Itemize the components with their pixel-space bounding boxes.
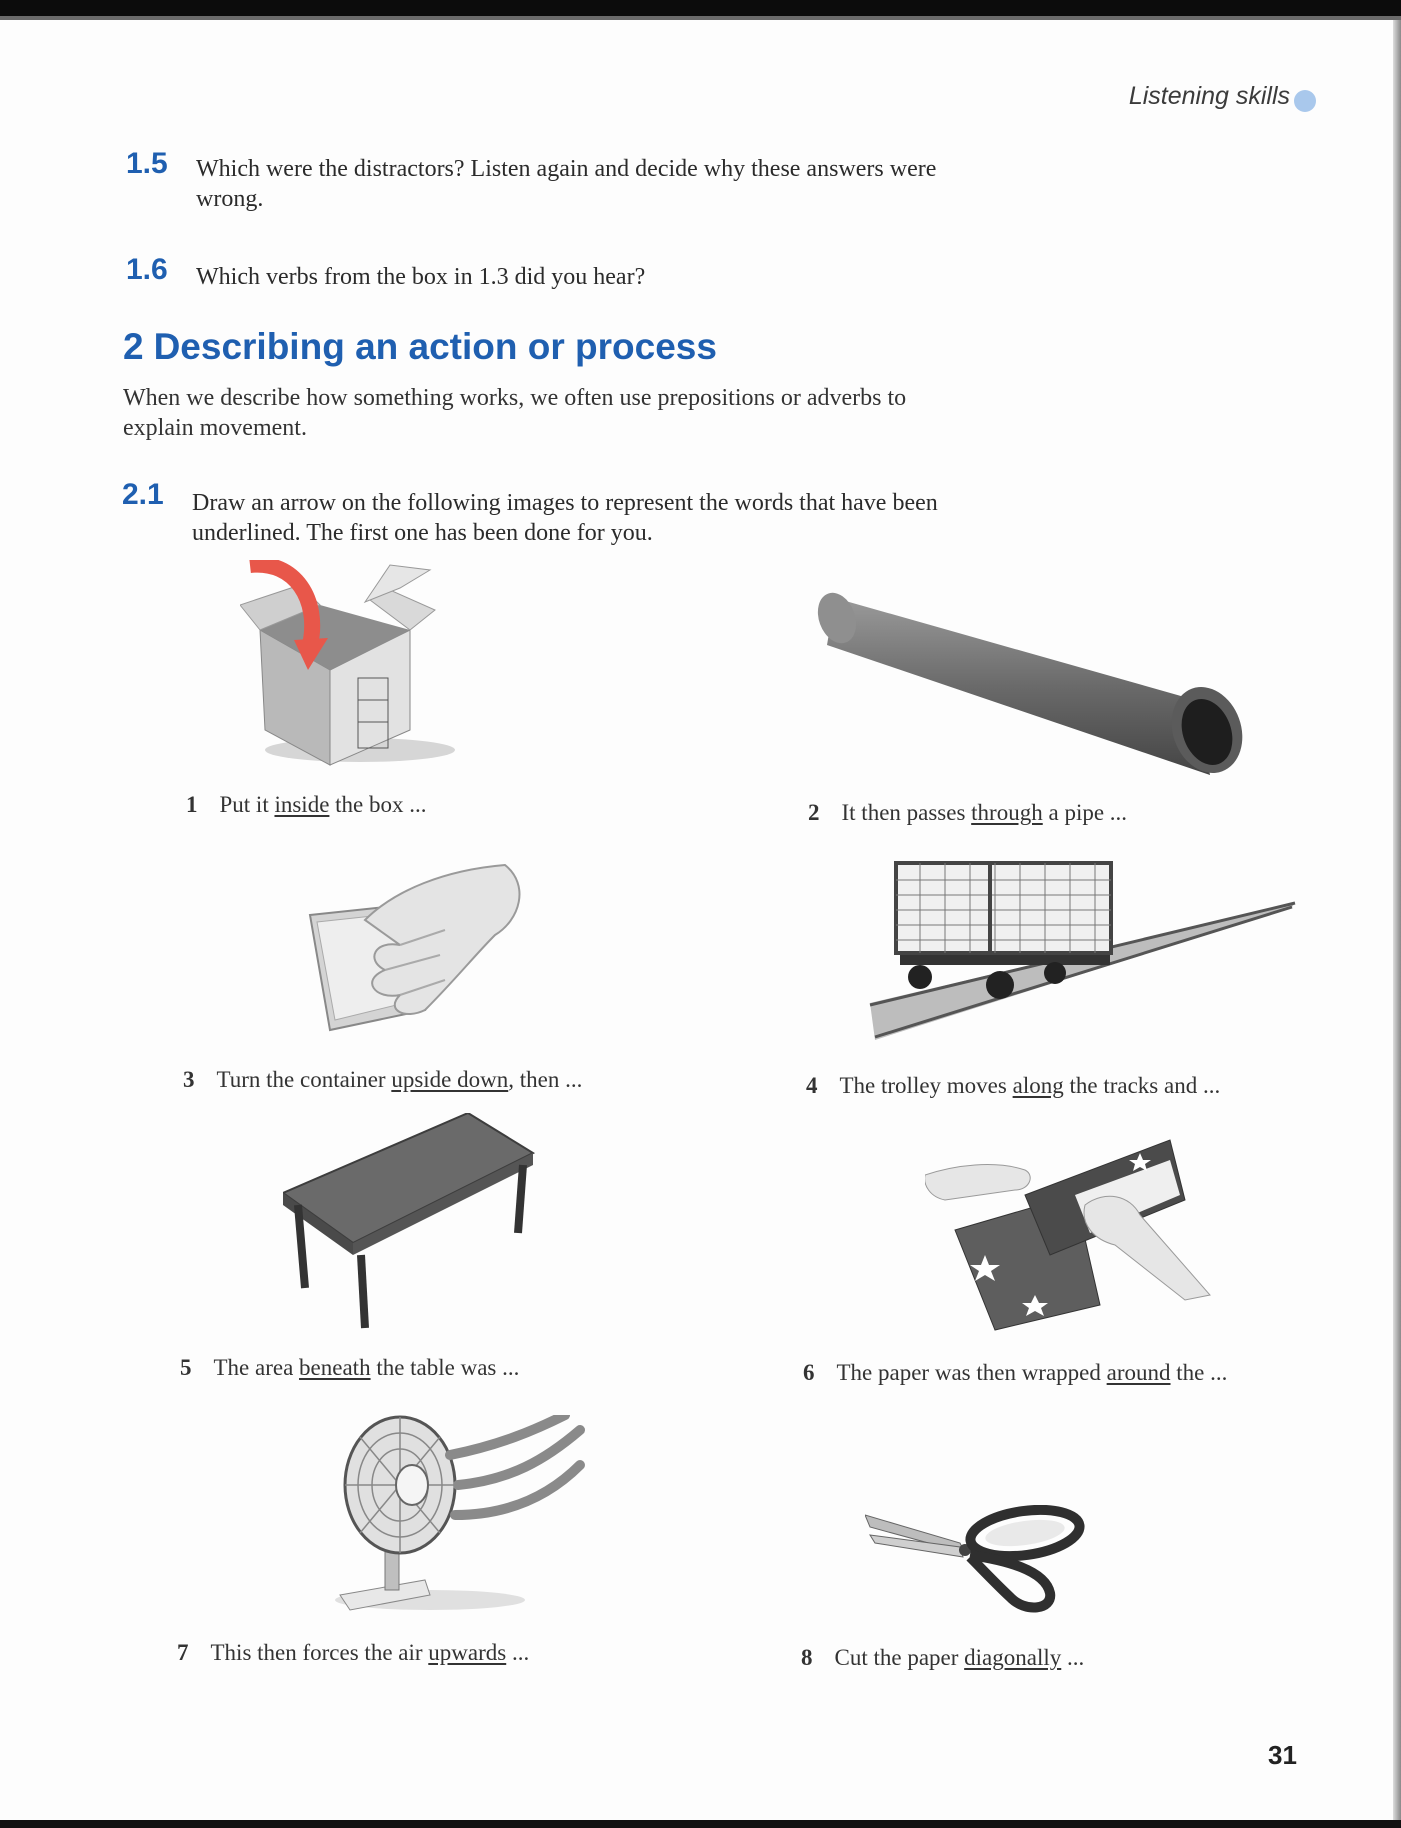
caption-text-after: ... xyxy=(1061,1645,1085,1670)
caption-text-after: the ... xyxy=(1170,1360,1228,1385)
item-number: 6 xyxy=(803,1360,815,1385)
task-instructions: Draw an arrow on the following images to represent the words that have been underlined. The first one has been done for you. xyxy=(192,490,938,546)
underlined-word: through xyxy=(971,800,1043,825)
item-number: 2 xyxy=(808,800,820,825)
top-grey-band xyxy=(0,16,1401,20)
hand-turning-container-image xyxy=(305,860,535,1035)
item-number: 8 xyxy=(801,1645,813,1670)
question-text-1-6: Which verbs from the box in 1.3 did you hear? xyxy=(196,264,646,290)
caption-text-before: Turn the container xyxy=(216,1067,392,1092)
item-number: 4 xyxy=(806,1073,818,1098)
caption-item-5 xyxy=(180,1355,519,1381)
header-dot-icon xyxy=(1294,90,1316,112)
caption-item-6 xyxy=(803,1360,1227,1386)
item-number: 7 xyxy=(177,1640,189,1665)
metal-pipe-image xyxy=(815,580,1255,780)
caption-text-before: The area xyxy=(213,1355,300,1380)
caption-item-8 xyxy=(801,1645,1084,1671)
caption-item-7 xyxy=(177,1640,529,1666)
item-number: 3 xyxy=(183,1067,195,1092)
question-number-1-6: 1.6 xyxy=(126,253,168,286)
wooden-table-image xyxy=(283,1113,543,1333)
underlined-word: upside down xyxy=(391,1067,509,1092)
caption-text-before: Cut the paper xyxy=(834,1645,965,1670)
scissors-image xyxy=(865,1505,1095,1620)
underlined-word: upwards xyxy=(428,1640,507,1665)
section-number: 2 xyxy=(123,326,144,367)
underlined-word: inside xyxy=(274,792,330,817)
section-title: Describing an action or process xyxy=(153,326,717,367)
caption-text-after: , then ... xyxy=(508,1067,583,1092)
hands-wrapping-paper-image xyxy=(925,1135,1215,1335)
box-with-arrow-image xyxy=(240,560,460,770)
caption-text-before: It then passes xyxy=(841,800,972,825)
caption-text-after: the tracks and ... xyxy=(1063,1073,1221,1098)
underlined-word: around xyxy=(1106,1360,1171,1385)
section-intro: When we describe how something works, we often use prepositions or adverbs to explain movement. xyxy=(123,385,907,441)
question-text-1-5: Which were the distractors? Listen again and decide why these answers were wrong. xyxy=(196,156,937,212)
caption-item-4 xyxy=(806,1073,1220,1099)
section-heading xyxy=(123,326,717,368)
caption-item-3 xyxy=(183,1067,582,1093)
top-black-band xyxy=(0,0,1401,16)
electric-fan-image xyxy=(330,1415,590,1615)
page-number: 31 xyxy=(1268,1740,1297,1770)
caption-text-after: a pipe ... xyxy=(1042,800,1128,825)
caption-text-before: The trolley moves xyxy=(839,1073,1013,1098)
question-number-1-5: 1.5 xyxy=(126,147,168,180)
trolley-on-tracks-image xyxy=(860,855,1300,1045)
underlined-word: along xyxy=(1012,1073,1064,1098)
caption-text-after: the box ... xyxy=(329,792,427,817)
caption-text-before: The paper was then wrapped xyxy=(836,1360,1107,1385)
caption-item-2 xyxy=(808,800,1127,826)
underlined-word: beneath xyxy=(299,1355,371,1380)
bottom-black-band xyxy=(0,1820,1401,1828)
caption-text-before: This then forces the air xyxy=(210,1640,429,1665)
caption-text-before: Put it xyxy=(219,792,275,817)
caption-item-1 xyxy=(186,792,427,818)
running-header: Listening skills xyxy=(1128,82,1290,110)
task-number-2-1: 2.1 xyxy=(122,478,164,511)
item-number: 5 xyxy=(180,1355,192,1380)
underlined-word: diagonally xyxy=(964,1645,1062,1670)
caption-text-after: the table was ... xyxy=(370,1355,520,1380)
caption-text-after: ... xyxy=(506,1640,530,1665)
item-number: 1 xyxy=(186,792,198,817)
page-edge-shadow xyxy=(1393,20,1401,1820)
